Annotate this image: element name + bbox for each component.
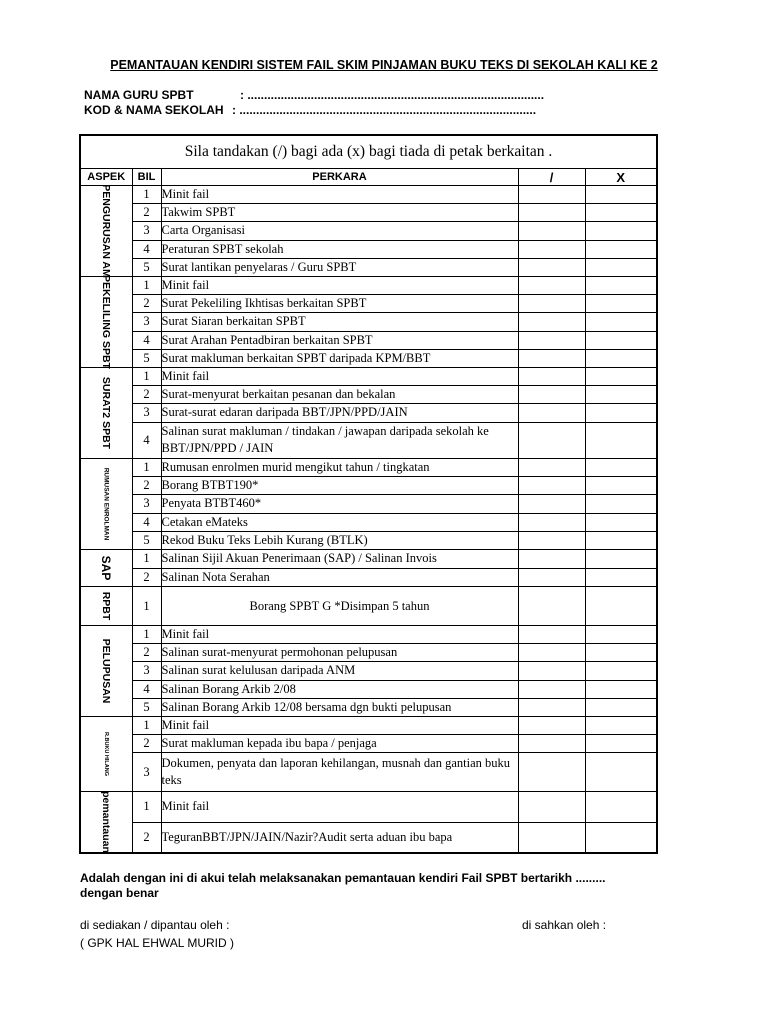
tiada-checkbox-cell[interactable] <box>585 662 657 680</box>
perkara-cell: Borang SPBT G *Disimpan 5 tahun <box>161 587 518 626</box>
bil-cell: 2 <box>132 822 161 853</box>
column-header-aspek: ASPEK <box>80 169 132 186</box>
tiada-checkbox-cell[interactable] <box>585 626 657 644</box>
bil-cell: 1 <box>132 792 161 823</box>
bil-cell: 1 <box>132 626 161 644</box>
perkara-cell: Dokumen, penyata dan laporan kehilangan, musnah dan gantian buku teks <box>161 753 518 792</box>
perkara-cell: Surat Arahan Pentadbiran berkaitan SPBT <box>161 331 518 349</box>
bil-cell: 3 <box>132 753 161 792</box>
ada-checkbox-cell[interactable] <box>518 277 585 295</box>
bil-cell: 4 <box>132 422 161 458</box>
tiada-checkbox-cell[interactable] <box>585 698 657 716</box>
aspek-cell <box>80 550 132 587</box>
aspek-label: RPBT <box>100 591 113 621</box>
perkara-cell: Surat makluman berkaitan SPBT daripada KPM/BBT <box>161 349 518 367</box>
ada-checkbox-cell[interactable] <box>518 313 585 331</box>
table-row <box>80 459 657 477</box>
checklist-body <box>80 186 657 854</box>
tiada-checkbox-cell[interactable] <box>585 404 657 422</box>
bil-cell: 1 <box>132 186 161 204</box>
tiada-checkbox-cell[interactable] <box>585 822 657 853</box>
tiada-checkbox-cell[interactable] <box>585 258 657 276</box>
perkara-cell: Cetakan eMateks <box>161 513 518 531</box>
perkara-cell: Surat Siaran berkaitan SPBT <box>161 313 518 331</box>
aspek-label: PELUPUSAN <box>100 638 113 704</box>
aspek-cell <box>80 277 132 368</box>
aspek-label: R.BUKU HILANG <box>103 732 110 776</box>
teacher-name-blank[interactable]: : ......................................................................................... <box>240 88 545 102</box>
perkara-cell: Salinan surat makluman / tindakan / jawapan daripada sekolah ke BBT/JPN/PPD / JAIN <box>161 422 518 458</box>
bil-cell: 1 <box>132 587 161 626</box>
bil-cell: 4 <box>132 240 161 258</box>
prepared-by-label: di sediakan / dipantau oleh : <box>80 918 230 932</box>
bil-cell: 3 <box>132 404 161 422</box>
ada-checkbox-cell[interactable] <box>518 368 585 386</box>
bil-cell: 1 <box>132 717 161 735</box>
perkara-cell: Surat lantikan penyelaras / Guru SPBT <box>161 258 518 276</box>
table-row <box>80 477 657 495</box>
perkara-cell: Borang BTBT190* <box>161 477 518 495</box>
table-row <box>80 240 657 258</box>
bil-cell: 2 <box>132 735 161 753</box>
aspek-label: RUMUSAN ENROLMAN <box>102 467 110 541</box>
aspek-cell <box>80 587 132 626</box>
tiada-checkbox-cell[interactable] <box>585 587 657 626</box>
table-row <box>80 587 657 626</box>
perkara-cell: Surat Pekeliling Ikhtisas berkaitan SPBT <box>161 295 518 313</box>
checklist-table <box>79 134 658 854</box>
ada-checkbox-cell[interactable] <box>518 331 585 349</box>
ada-checkbox-cell[interactable] <box>518 204 585 222</box>
bil-cell: 2 <box>132 477 161 495</box>
bil-cell: 1 <box>132 459 161 477</box>
tiada-checkbox-cell[interactable] <box>585 717 657 735</box>
perkara-cell: Salinan Borang Arkib 2/08 <box>161 680 518 698</box>
column-header-perkara: PERKARA <box>161 169 518 186</box>
aspek-label: SURAT2 SPBT <box>100 376 113 450</box>
perkara-cell: Surat-surat edaran daripada BBT/JPN/PPD/JAIN <box>161 404 518 422</box>
table-row <box>80 753 657 792</box>
perkara-cell: Rekod Buku Teks Lebih Kurang (BTLK) <box>161 531 518 549</box>
tiada-checkbox-cell[interactable] <box>585 680 657 698</box>
aspek-cell <box>80 626 132 717</box>
bil-cell: 4 <box>132 513 161 531</box>
table-row <box>80 662 657 680</box>
table-row <box>80 698 657 716</box>
ada-checkbox-cell[interactable] <box>518 513 585 531</box>
ada-checkbox-cell[interactable] <box>518 587 585 626</box>
tiada-checkbox-cell[interactable] <box>585 531 657 549</box>
table-row <box>80 331 657 349</box>
table-row <box>80 513 657 531</box>
table-row <box>80 222 657 240</box>
tiada-checkbox-cell[interactable] <box>585 753 657 792</box>
ada-checkbox-cell[interactable] <box>518 717 585 735</box>
perkara-cell: TeguranBBT/JPN/JAIN/Nazir?Audit serta aduan ibu bapa <box>161 822 518 853</box>
document-title: PEMANTAUAN KENDIRI SISTEM FAIL SKIM PINJAMAN BUKU TEKS DI SEKOLAH KALI KE 2 <box>110 58 658 72</box>
perkara-cell: Penyata BTBT460* <box>161 495 518 513</box>
tiada-checkbox-cell[interactable] <box>585 186 657 204</box>
ada-checkbox-cell[interactable] <box>518 753 585 792</box>
perkara-cell: Salinan surat kelulusan daripada ANM <box>161 662 518 680</box>
ada-checkbox-cell[interactable] <box>518 568 585 587</box>
bil-cell: 2 <box>132 204 161 222</box>
ada-checkbox-cell[interactable] <box>518 792 585 823</box>
tiada-checkbox-cell[interactable] <box>585 313 657 331</box>
ada-checkbox-cell[interactable] <box>518 495 585 513</box>
declaration-line-1: Adalah dengan ini di akui telah melaksanakan pemantauan kendiri Fail SPBT bertarikh ......... <box>80 871 606 885</box>
aspek-label: PENGURUSAN AM <box>100 184 113 278</box>
bil-cell: 1 <box>132 277 161 295</box>
bil-cell: 5 <box>132 349 161 367</box>
bil-cell: 5 <box>132 698 161 716</box>
tiada-checkbox-cell[interactable] <box>585 422 657 458</box>
tiada-checkbox-cell[interactable] <box>585 568 657 587</box>
tiada-checkbox-cell[interactable] <box>585 295 657 313</box>
perkara-cell: Salinan Nota Serahan <box>161 568 518 587</box>
approved-by-label: di sahkan oleh : <box>522 918 607 932</box>
aspek-cell <box>80 459 132 550</box>
table-row <box>80 386 657 404</box>
table-row <box>80 313 657 331</box>
tiada-checkbox-cell[interactable] <box>585 513 657 531</box>
column-header-bil: BIL <box>132 169 161 186</box>
table-instruction: Sila tandakan (/) bagi ada (x) bagi tiada di petak berkaitan . <box>80 135 657 169</box>
table-row <box>80 531 657 549</box>
school-code-label: KOD & NAMA SEKOLAH <box>84 103 224 117</box>
perkara-cell: Minit fail <box>161 626 518 644</box>
perkara-cell: Surat-menyurat berkaitan pesanan dan bekalan <box>161 386 518 404</box>
table-row <box>80 349 657 367</box>
ada-checkbox-cell[interactable] <box>518 295 585 313</box>
perkara-cell: Minit fail <box>161 186 518 204</box>
table-row <box>80 186 657 204</box>
bil-cell: 3 <box>132 222 161 240</box>
teacher-name-line <box>84 88 544 102</box>
ada-checkbox-cell[interactable] <box>518 386 585 404</box>
teacher-name-label: NAMA GURU SPBT <box>84 88 194 102</box>
table-row <box>80 258 657 276</box>
tiada-checkbox-cell[interactable] <box>585 368 657 386</box>
perkara-cell: Peraturan SPBT sekolah <box>161 240 518 258</box>
perkara-cell: Salinan Borang Arkib 12/08 bersama dgn bukti pelupusan <box>161 698 518 716</box>
tiada-checkbox-cell[interactable] <box>585 240 657 258</box>
tiada-checkbox-cell[interactable] <box>585 277 657 295</box>
bil-cell: 2 <box>132 295 161 313</box>
ada-checkbox-cell[interactable] <box>518 644 585 662</box>
perkara-cell: Surat makluman kepada ibu bapa / penjaga <box>161 735 518 753</box>
bil-cell: 5 <box>132 531 161 549</box>
tiada-checkbox-cell[interactable] <box>585 735 657 753</box>
bil-cell: 1 <box>132 550 161 569</box>
tiada-checkbox-cell[interactable] <box>585 222 657 240</box>
table-row <box>80 204 657 222</box>
signatory-role: ( GPK HAL EHWAL MURID ) <box>80 936 235 950</box>
school-code-line <box>84 103 536 117</box>
ada-checkbox-cell[interactable] <box>518 422 585 458</box>
aspek-label: SAP <box>99 555 114 581</box>
table-row <box>80 295 657 313</box>
perkara-cell: Salinan surat-menyurat permohonan pelupusan <box>161 644 518 662</box>
tiada-checkbox-cell[interactable] <box>585 644 657 662</box>
bil-cell: 5 <box>132 258 161 276</box>
table-row <box>80 680 657 698</box>
school-code-blank[interactable]: : ......................................................................................... <box>232 103 537 117</box>
table-row <box>80 422 657 458</box>
aspek-cell <box>80 792 132 854</box>
ada-checkbox-cell[interactable] <box>518 459 585 477</box>
table-row <box>80 277 657 295</box>
ada-checkbox-cell[interactable] <box>518 349 585 367</box>
perkara-cell: Carta Organisasi <box>161 222 518 240</box>
table-row <box>80 550 657 569</box>
table-row <box>80 792 657 823</box>
bil-cell: 3 <box>132 313 161 331</box>
column-header-ada: / <box>518 169 585 186</box>
bil-cell: 4 <box>132 331 161 349</box>
aspek-cell <box>80 186 132 277</box>
perkara-cell: Minit fail <box>161 792 518 823</box>
ada-checkbox-cell[interactable] <box>518 680 585 698</box>
tiada-checkbox-cell[interactable] <box>585 349 657 367</box>
perkara-cell: Minit fail <box>161 717 518 735</box>
ada-checkbox-cell[interactable] <box>518 822 585 853</box>
bil-cell: 3 <box>132 662 161 680</box>
ada-checkbox-cell[interactable] <box>518 222 585 240</box>
bil-cell: 2 <box>132 386 161 404</box>
tiada-checkbox-cell[interactable] <box>585 459 657 477</box>
perkara-cell: Takwim SPBT <box>161 204 518 222</box>
ada-checkbox-cell[interactable] <box>518 698 585 716</box>
ada-checkbox-cell[interactable] <box>518 662 585 680</box>
tiada-checkbox-cell[interactable] <box>585 477 657 495</box>
aspek-cell <box>80 717 132 792</box>
table-row <box>80 368 657 386</box>
ada-checkbox-cell[interactable] <box>518 550 585 569</box>
aspek-label: pemantauan <box>100 791 113 853</box>
tiada-checkbox-cell[interactable] <box>585 331 657 349</box>
ada-checkbox-cell[interactable] <box>518 531 585 549</box>
aspek-cell <box>80 368 132 459</box>
ada-checkbox-cell[interactable] <box>518 240 585 258</box>
table-row <box>80 644 657 662</box>
ada-checkbox-cell[interactable] <box>518 186 585 204</box>
table-row <box>80 568 657 587</box>
tiada-checkbox-cell[interactable] <box>585 550 657 569</box>
tiada-checkbox-cell[interactable] <box>585 495 657 513</box>
tiada-checkbox-cell[interactable] <box>585 204 657 222</box>
perkara-cell: Minit fail <box>161 368 518 386</box>
bil-cell: 3 <box>132 495 161 513</box>
tiada-checkbox-cell[interactable] <box>585 792 657 823</box>
column-header-tiada: X <box>585 169 657 186</box>
ada-checkbox-cell[interactable] <box>518 626 585 644</box>
aspek-label: PEKELILING SPBT <box>100 275 113 369</box>
bil-cell: 2 <box>132 644 161 662</box>
ada-checkbox-cell[interactable] <box>518 404 585 422</box>
declaration-line-2: dengan benar <box>80 886 159 900</box>
perkara-cell: Salinan Sijil Akuan Penerimaan (SAP) / Salinan Invois <box>161 550 518 569</box>
table-row <box>80 626 657 644</box>
ada-checkbox-cell[interactable] <box>518 735 585 753</box>
table-row <box>80 735 657 753</box>
table-row <box>80 495 657 513</box>
perkara-cell: Minit fail <box>161 277 518 295</box>
table-row <box>80 404 657 422</box>
table-row <box>80 717 657 735</box>
bil-cell: 2 <box>132 568 161 587</box>
table-row <box>80 822 657 853</box>
ada-checkbox-cell[interactable] <box>518 477 585 495</box>
bil-cell: 1 <box>132 368 161 386</box>
bil-cell: 4 <box>132 680 161 698</box>
tiada-checkbox-cell[interactable] <box>585 386 657 404</box>
ada-checkbox-cell[interactable] <box>518 258 585 276</box>
perkara-cell: Rumusan enrolmen murid mengikut tahun / tingkatan <box>161 459 518 477</box>
